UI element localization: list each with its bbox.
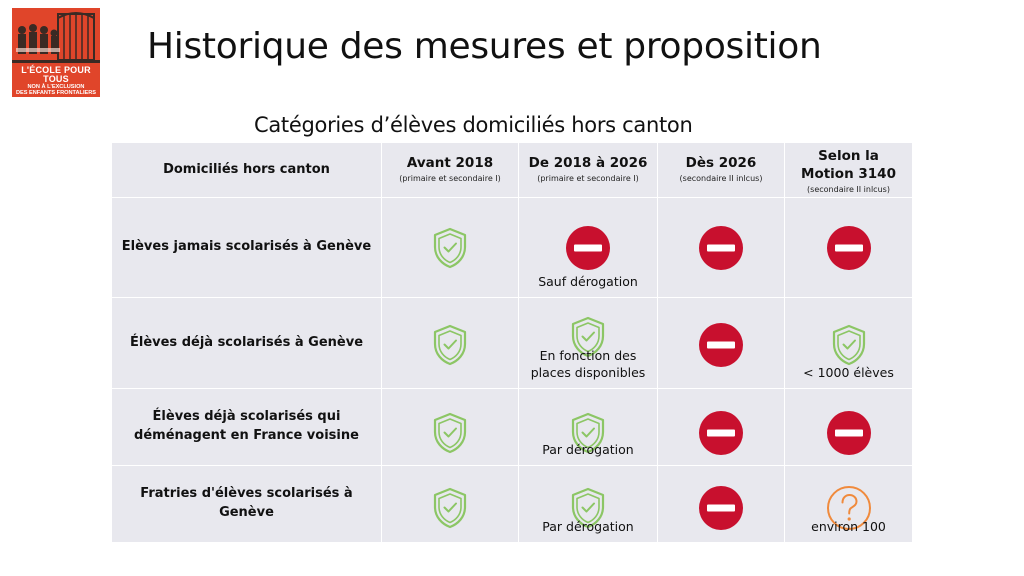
column-header-subtitle: (secondaire II inlcus) (679, 174, 763, 184)
no-entry-icon (826, 410, 872, 460)
no-entry-icon (698, 322, 744, 372)
shield-check-icon (432, 227, 468, 273)
table-cell (382, 389, 519, 466)
table-cell (785, 298, 913, 389)
column-header-title: Dès 2026 (685, 155, 757, 171)
cell-note: Par dérogation (542, 519, 634, 535)
table-cell (785, 466, 913, 543)
comparison-table (112, 143, 913, 543)
no-entry-icon (826, 225, 872, 275)
table-cell (658, 198, 785, 298)
logo-line-1: L'ÉCOLE POUR TOUS (21, 65, 91, 85)
row-label: Élèves déjà scolarisés à Genève (112, 298, 382, 389)
table-cell (658, 466, 785, 543)
table-cell (519, 198, 658, 298)
table-cell (382, 298, 519, 389)
column-header-subtitle: (primaire et secondaire I) (537, 174, 639, 184)
logo-illustration (12, 8, 100, 68)
table-cell (658, 389, 785, 466)
table-cell (785, 389, 913, 466)
column-header-title: Avant 2018 (406, 155, 494, 171)
logo-line-2: NON À L'EXCLUSION (27, 83, 85, 90)
cell-note: En fonction des places disponibles (530, 348, 646, 381)
table-cell (382, 198, 519, 298)
column-header-subtitle: (secondaire II inlcus) (807, 185, 890, 195)
cell-note: environ 100 (811, 519, 886, 535)
slide-title: Historique des mesures et proposition (147, 26, 822, 67)
cell-note: Sauf dérogation (538, 274, 638, 290)
table-cell (519, 389, 658, 466)
column-header-motion-3140 (785, 143, 913, 198)
no-entry-icon (565, 225, 611, 275)
row-label: Élèves déjà scolarisés qui déménagent en France voisine (112, 389, 382, 466)
table-cell (382, 466, 519, 543)
row-label: Fratries d'élèves scolarisés à Genève (112, 466, 382, 543)
shield-check-icon (432, 412, 468, 458)
no-entry-icon (698, 410, 744, 460)
cell-note: Par dérogation (542, 442, 634, 458)
table-cell (785, 198, 913, 298)
table-cell (658, 298, 785, 389)
row-label: Elèves jamais scolarisés à Genève (112, 198, 382, 298)
logo-line-3: DES ENFANTS FRONTALIERS (15, 89, 97, 96)
shield-check-icon (432, 324, 468, 370)
column-header-des-2026 (658, 143, 785, 198)
column-header-avant-2018 (382, 143, 519, 198)
no-entry-icon (698, 485, 744, 535)
column-header-title: Selon la Motion 3140 (801, 148, 896, 183)
table-cell (519, 298, 658, 389)
logo-text (12, 66, 100, 97)
no-entry-icon (698, 225, 744, 275)
column-header-title: De 2018 à 2026 (528, 155, 648, 171)
table-title: Catégories d’élèves domiciliés hors canton (254, 113, 693, 137)
cell-note: < 1000 élèves (803, 365, 894, 381)
column-header-2018-2026 (519, 143, 658, 198)
logo (12, 8, 100, 97)
shield-check-icon (831, 324, 867, 370)
column-header-subtitle: (primaire et secondaire I) (399, 174, 501, 184)
corner-header: Domiciliés hors canton (112, 143, 382, 198)
shield-check-icon (432, 487, 468, 533)
table-cell (519, 466, 658, 543)
